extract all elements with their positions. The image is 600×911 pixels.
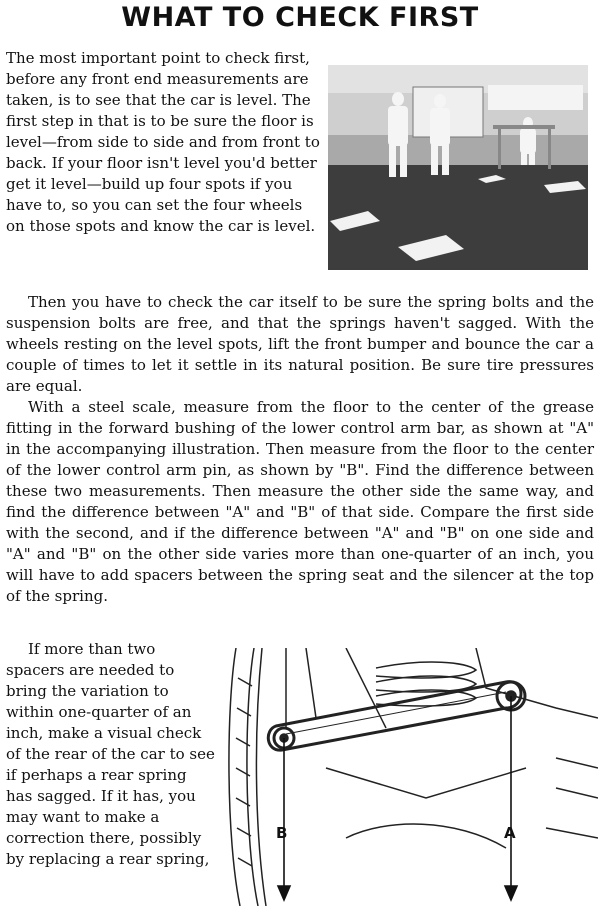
paragraph-2: Then you have to check the car itself to be sure the spring bolts and the suspension bolts are free, and that the springs haven't sagged. With the wheels resting on the level spots, lift the front bumper and bounce the car a couple of times to let it settle in its natural position. Be sure tire pressures are equal. <box>6 293 594 395</box>
control-arm-illustration <box>226 648 598 906</box>
bottom-left-column <box>6 639 216 870</box>
control-arm-drawing <box>226 648 598 906</box>
paragraph-4: If more than two spacers are needed to bring the variation to within one-quarter of an inch, make a visual check of the rear of the car to see if perhaps a rear spring has sagged. If it has, you may want to make a correction there, possibly by replacing a rear spring, <box>6 640 215 868</box>
paragraph-3: With a steel scale, measure from the floor to the center of the grease fitting in the forward bushing of the lower control arm bar, as shown at "A" in the accompanying illustration. Then measure from the floor to the center of the lower control arm pin, as shown by "B". Find the difference between these two measurements. Then measure the other side the same way, and find the difference between "A" and "B" of that side. Compare the first side with the second, and if the difference between "A" and "B" on one side and "A" and "B" on the other side varies more than one-quarter of an inch, you will have to add spacers between the spring seat and the silencer at the top of the spring. <box>6 398 594 605</box>
garage-photo <box>328 65 588 270</box>
label-a: A <box>504 824 516 842</box>
label-b: B <box>276 824 288 842</box>
garage-photo-drawing <box>328 65 588 270</box>
paragraph-1: The most important point to check first, before any front end measurements are taken, is to see that the car is level. The first step in that is to be sure the floor is level—from side to side and from front to back. If your floor isn't level you'd better get it level—build up four spots if you have to, so you can set the four wheels on those spots and know the car is level. <box>6 49 320 235</box>
page-title: WHAT TO CHECK FIRST <box>121 2 479 33</box>
main-text-column <box>6 292 594 607</box>
intro-paragraph-column <box>6 48 322 237</box>
